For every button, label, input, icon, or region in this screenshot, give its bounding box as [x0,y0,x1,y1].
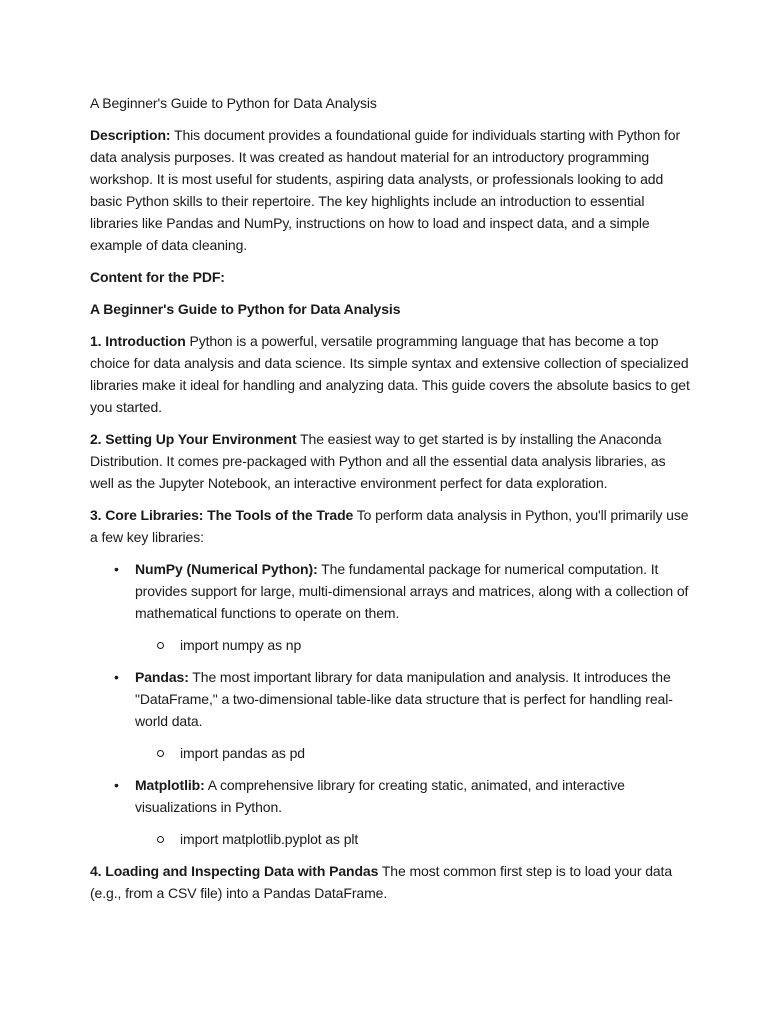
code-line: import matplotlib.pyplot as plt [180,831,359,847]
section-environment [90,428,690,494]
library-description: A comprehensive library for creating static, animated, and interactive visualizations in Python. [135,777,625,815]
library-name: NumPy (Numerical Python): [135,561,318,577]
section-introduction [90,330,690,418]
circle-bullet-icon [157,836,164,843]
library-list [90,558,690,850]
code-line: import pandas as pd [180,745,305,761]
circle-bullet-icon [157,750,164,757]
code-item [90,828,690,850]
code-item [90,634,690,656]
section-text: Python is a powerful, versatile programming language that has become a top choice for data analysis and data science. Its simple syntax and extensive collection of specialized libraries make it ideal for handling and analyzing data. This guide covers the absolute basics to get you started. [90,333,690,415]
section-heading: 2. Setting Up Your Environment [90,431,297,447]
guide-title: A Beginner's Guide to Python for Data Analysis [90,301,401,317]
code-line: import numpy as np [180,637,302,653]
section-heading: 3. Core Libraries: The Tools of the Trade [90,507,354,523]
bullet-icon: • [114,669,119,685]
section-heading: 4. Loading and Inspecting Data with Pandas [90,863,379,879]
content-label: Content for the PDF: [90,269,225,285]
description-paragraph [90,124,690,256]
section-core-libraries [90,504,690,548]
section-text: The most common first step is to load your data (e.g., from a CSV file) into a Pandas DataFrame. [90,863,673,901]
description-label: Description: [90,127,171,143]
bullet-icon: • [114,777,119,793]
section-loading-data [90,860,690,904]
code-item [90,742,690,764]
bullet-icon: • [114,561,119,577]
section-heading: 1. Introduction [90,333,186,349]
description-text: This document provides a foundational guide for individuals starting with Python for data analysis purposes. It was created as handout material for an introductory programming workshop. It is most useful for students, aspiring data analysts, or professionals looking to add basic Python skills to their repertoire. The key highlights include an introduction to essential libraries like Pandas and NumPy, instructions on how to load and inspect data, and a simple example of data cleaning. [90,127,681,253]
document-body [90,92,690,914]
circle-bullet-icon [157,642,164,649]
library-name: Matplotlib: [135,777,205,793]
section-text: The easiest way to get started is by installing the Anaconda Distribution. It comes pre-packaged with Python and all the essential data analysis libraries, as well as the Jupyter Notebook, an interactive environment perfect for data exploration. [90,431,666,491]
library-description: The fundamental package for numerical computation. It provides support for large, multi-dimensional arrays and matrices, along with a collection of mathematical functions to operate on them. [135,561,689,621]
document-title: A Beginner's Guide to Python for Data Analysis [90,95,377,111]
list-item-matplotlib [90,774,690,850]
list-item-pandas [90,666,690,764]
library-description: The most important library for data manipulation and analysis. It introduces the "DataFrame," a two-dimensional table-like data structure that is perfect for handling real-world data. [135,669,673,729]
section-text: To perform data analysis in Python, you'll primarily use a few key libraries: [90,507,689,545]
library-name: Pandas: [135,669,189,685]
list-item-numpy [90,558,690,656]
